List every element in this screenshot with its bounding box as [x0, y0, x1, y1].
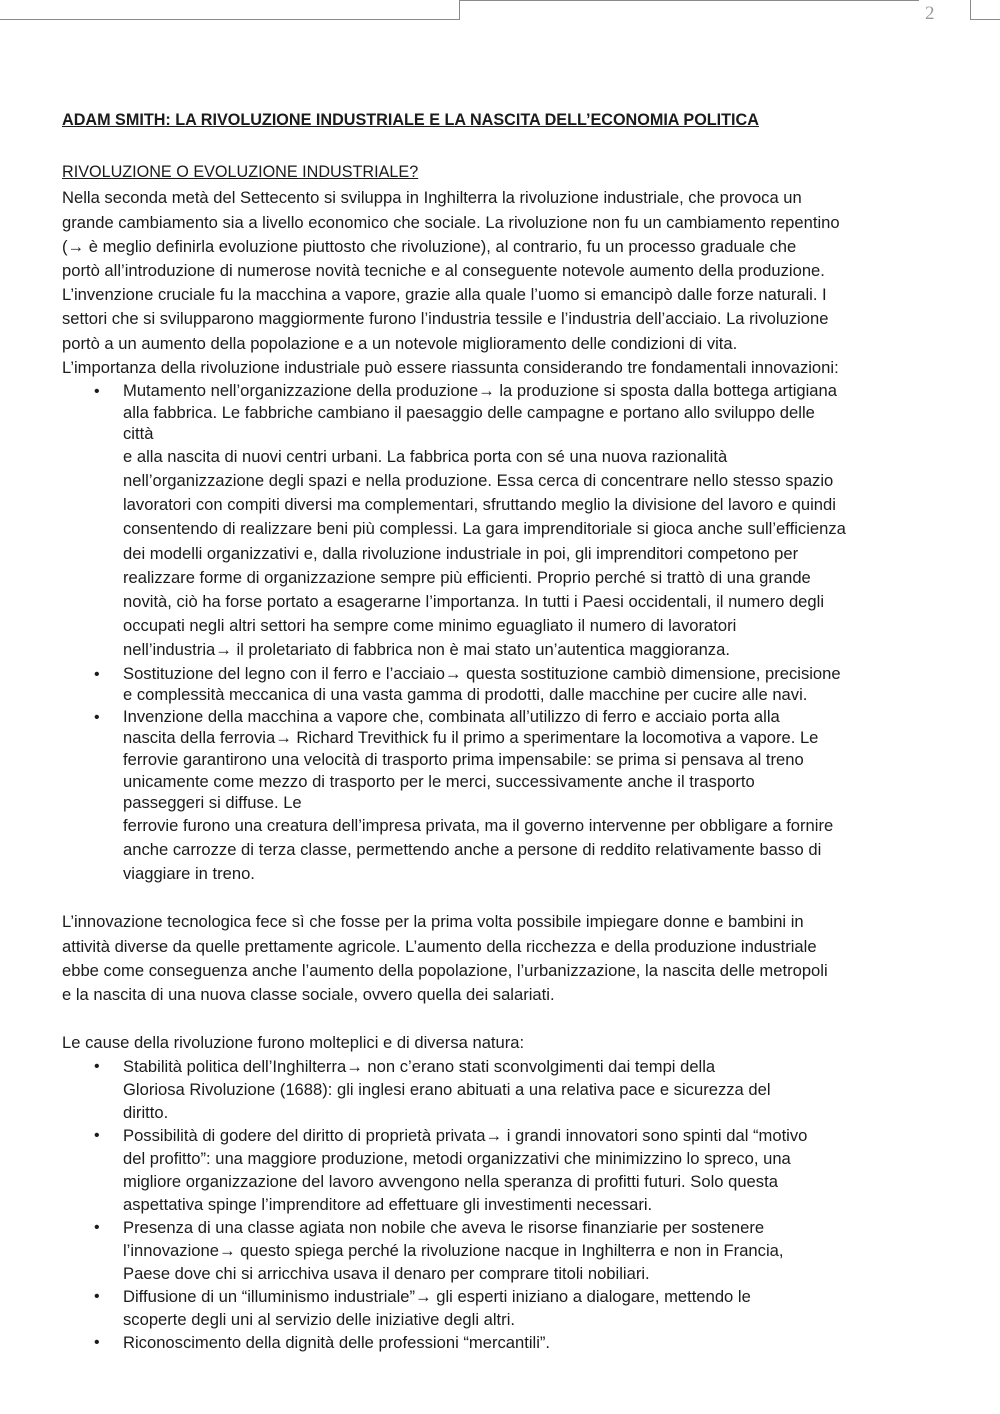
- text-line: aspettativa spinge l’imprenditore ad effettuare gli investimenti necessari.: [123, 1195, 653, 1215]
- text-line: diritto.: [123, 1103, 169, 1123]
- cause-item: [62, 1216, 942, 1285]
- bullet-icon: •: [94, 383, 100, 401]
- innovations-list: [62, 380, 942, 886]
- bullet-icon: •: [94, 1127, 100, 1145]
- text-line: passeggeri si diffuse. Le: [123, 793, 302, 813]
- text-line: Sostituzione del legno con il ferro e l’acciaio→ questa sostituzione cambiò dimensione, precisione: [123, 663, 841, 683]
- text-line: anche carrozze di terza classe, permettendo anche a persone di reddito relativamente basso di: [123, 840, 822, 859]
- text-line: nascita della ferrovia→ Richard Trevithick fu il primo a sperimentare la locomotiva a vapore. Le: [123, 728, 819, 748]
- text-line: consentendo di realizzare beni più complessi. La gara imprenditoriale si gioca anche sull’efficienza: [123, 519, 846, 539]
- text-line: realizzare forme di organizzazione sempre più efficienti. Proprio perché si trattò di una grande: [123, 567, 811, 587]
- bullet-icon: •: [94, 1058, 100, 1076]
- text-line: novità, ciò ha forse portato a esagerarne l’importanza. In tutti i Paesi occidentali, il numero degli: [123, 592, 825, 612]
- text-line: Gloriosa Rivoluzione (1688): gli inglesi erano abituati a una relativa pace e sicurezza del: [123, 1080, 771, 1100]
- text-line: e alla nascita di nuovi centri urbani. La fabbrica porta con sé una nuova razionalità: [123, 446, 728, 466]
- innovation-consequences-paragraph: [62, 910, 942, 1007]
- text-line: lavoratori con compiti diversi ma complementari, sfruttando meglio la divisione del lavoro e quindi: [123, 495, 836, 515]
- text-line: e la nascita di una nuova classe sociale, ovvero quella dei salariati.: [62, 985, 555, 1005]
- text-line: L’invenzione cruciale fu la macchina a vapore, grazie alla quale l’uomo si emancipò dalle forze naturali. I: [62, 285, 827, 305]
- cause-item: [62, 1285, 942, 1331]
- document-body: [62, 108, 942, 1354]
- text-line: Diffusione di un “illuminismo industriale”→ gli esperti iniziano a dialogare, mettendo le: [123, 1287, 751, 1307]
- header-rule-step: [459, 0, 460, 20]
- text-line: dei modelli organizzativi e, dalla rivoluzione industriale in poi, gli imprenditori competono per: [123, 543, 799, 563]
- text-line: nell’industria→ il proletariato di fabbrica non è mai stato un’autentica maggioranza.: [123, 640, 730, 660]
- innovation-item: [62, 706, 942, 887]
- causes-intro: Le cause della rivoluzione furono molteplici e di diversa natura:: [62, 1033, 525, 1053]
- bullet-icon: •: [94, 708, 100, 726]
- text-line: ferrovie furono una creatura dell’impresa privata, ma il governo intervenne per obbligare a fornire: [123, 815, 834, 835]
- text-line: unicamente come mezzo di trasporto per le merci, successivamente anche il trasporto: [123, 771, 755, 791]
- causes-list: [62, 1055, 942, 1354]
- text-line: grande cambiamento sia a livello economico che sociale. La rivoluzione non fu un cambiamento repentino: [62, 212, 840, 232]
- text-line: Stabilità politica dell’Inghilterra→ non c’erano stati sconvolgimenti dai tempi della: [123, 1057, 716, 1077]
- text-line: portò a un aumento della popolazione e a un notevole miglioramento delle condizioni di vita.: [62, 333, 738, 353]
- header-corner-horizontal: [970, 19, 1000, 20]
- cause-item: [62, 1124, 942, 1216]
- document-title: ADAM SMITH: LA RIVOLUZIONE INDUSTRIALE E LA NASCITA DELL’ECONOMIA POLITICA: [62, 111, 759, 129]
- bullet-icon: •: [94, 1219, 100, 1237]
- bullet-icon: •: [94, 1334, 100, 1352]
- spacer: [62, 1007, 942, 1031]
- text-line: nell’organizzazione degli spazi e nella produzione. Essa cerca di concentrare nello stesso spazio: [123, 471, 834, 491]
- text-line: migliore organizzazione del lavoro avvengono nella speranza di profitti futuri. Solo questa: [123, 1172, 778, 1192]
- innovation-item: [62, 380, 942, 663]
- header-corner-vertical: [970, 0, 971, 20]
- text-line: Mutamento nell’organizzazione della produzione→ la produzione si sposta dalla bottega artigiana: [123, 381, 837, 401]
- text-line: Riconoscimento della dignità delle professioni “mercantili”.: [123, 1333, 551, 1353]
- bullet-icon: •: [94, 665, 100, 683]
- text-line: L’importanza della rivoluzione industriale può essere riassunta considerando tre fondamentali innovazioni:: [62, 357, 839, 377]
- text-line: Invenzione della macchina a vapore che, combinata all’utilizzo di ferro e acciaio porta alla: [123, 706, 780, 726]
- text-line: alla fabbrica. Le fabbriche cambiano il paesaggio delle campagne e portano allo sviluppo delle: [123, 402, 815, 422]
- text-line: l’innovazione→ questo spiega perché la rivoluzione nacque in Inghilterra e non in Francia,: [123, 1241, 784, 1261]
- text-line: Nella seconda metà del Settecento si sviluppa in Inghilterra la rivoluzione industriale, che provoca un: [62, 188, 802, 208]
- text-line: ebbe come conseguenza anche l’aumento della popolazione, l’urbanizzazione, la nascita delle metropoli: [62, 960, 828, 980]
- text-line: Presenza di una classe agiata non nobile che aveva le risorse finanziarie per sostenere: [123, 1218, 765, 1238]
- text-line: ferrovie garantirono una velocità di trasporto prima impensabile: se prima si pensava al treno: [123, 750, 804, 770]
- text-line: Paese dove chi si arricchiva usava il denaro per comprare titoli nobiliari.: [123, 1264, 650, 1284]
- header-rule-top: [459, 0, 919, 1]
- section-heading: RIVOLUZIONE O EVOLUZIONE INDUSTRIALE?: [62, 163, 419, 182]
- intro-paragraph: [62, 186, 942, 380]
- header-rule-left: [0, 19, 460, 20]
- cause-item: [62, 1331, 942, 1354]
- text-line: L’innovazione tecnologica fece sì che fosse per la prima volta possibile impiegare donne e bambini in: [62, 912, 804, 932]
- text-line: portò all’introduzione di numerose novità tecniche e al conseguente notevole aumento della produzione.: [62, 261, 825, 281]
- text-line: viaggiare in treno.: [123, 864, 255, 884]
- cause-item: [62, 1055, 942, 1124]
- bullet-icon: •: [94, 1288, 100, 1306]
- text-line: e complessità meccanica di una vasta gamma di prodotti, dalle macchine per cucire alle navi.: [123, 685, 808, 705]
- text-line: Possibilità di godere del diritto di proprietà privata→ i grandi innovatori sono spinti dal “motivo: [123, 1126, 808, 1146]
- text-line: del profitto”: una maggiore produzione, metodi organizzativi che minimizzino lo spreco, una: [123, 1149, 791, 1169]
- text-line: attività diverse da quelle prettamente agricole. L’aumento della ricchezza e della produzione industriale: [62, 936, 817, 956]
- text-line: settori che si svilupparono maggiormente furono l’industria tessile e l’industria dell’acciaio. La rivoluzione: [62, 309, 829, 329]
- text-line: (→ è meglio definirla evoluzione piuttosto che rivoluzione), al contrario, fu un processo graduale che: [62, 236, 797, 256]
- innovation-item: [62, 663, 942, 706]
- text-line: città: [123, 424, 154, 444]
- text-line: occupati negli altri settori ha sempre come minimo eguagliato il numero di lavoratori: [123, 616, 737, 636]
- text-line: scoperte degli uni al servizio delle iniziative degli altri.: [123, 1310, 515, 1330]
- spacer: [62, 886, 942, 910]
- page-number: 2: [925, 3, 935, 24]
